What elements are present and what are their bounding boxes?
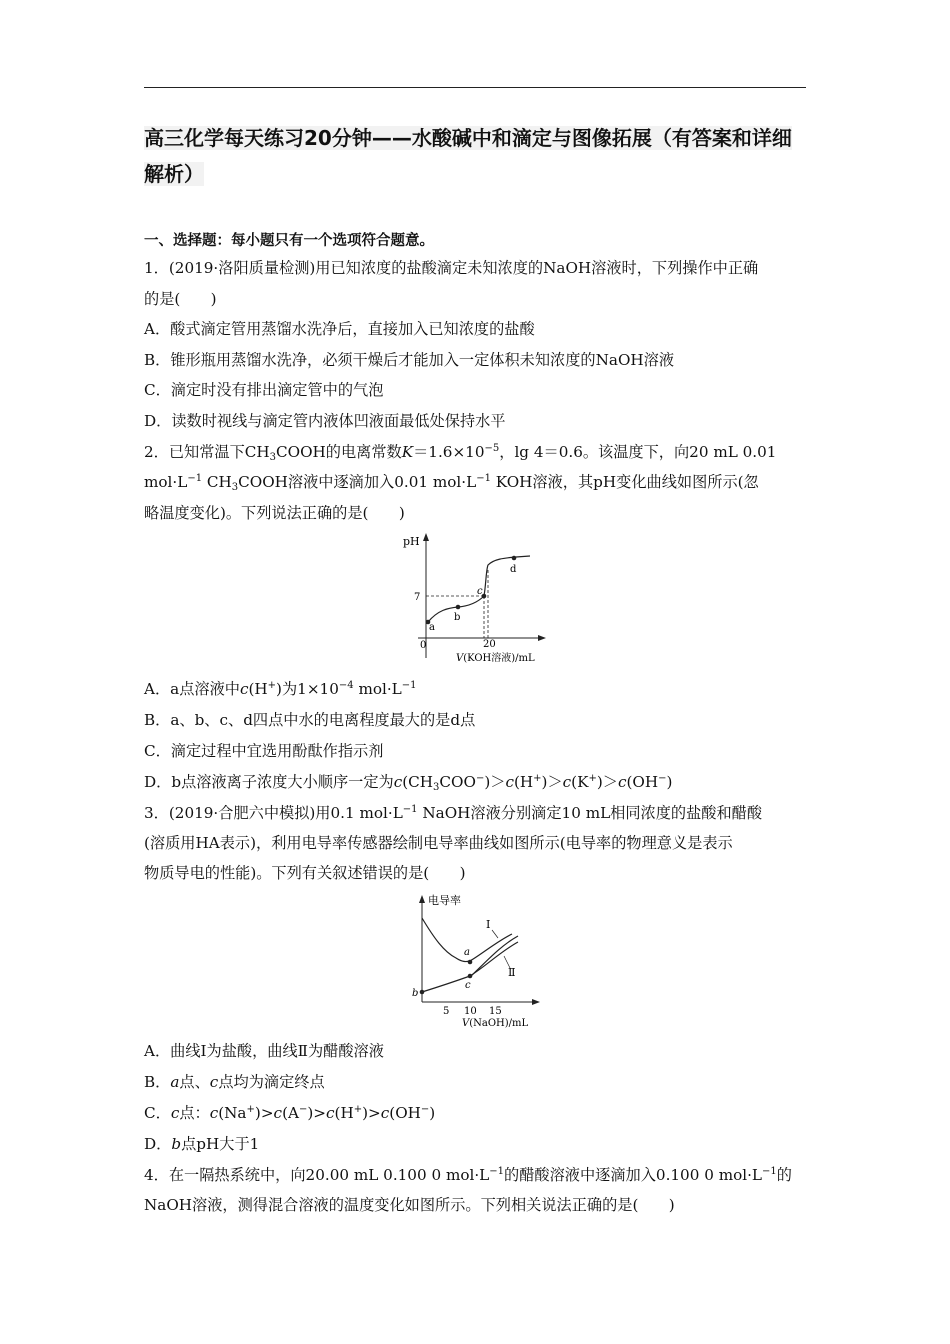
q3-option-c: C．c点：c(Na+)>c(A−)>c(H+)>c(OH−): [144, 1104, 436, 1122]
q3-stem-line2: (溶质用HA表示)，利用电导率传感器绘制电导率曲线如图所示(电导率的物理意义是表示: [144, 834, 733, 852]
ph-label-b: b: [454, 612, 461, 623]
cond-x-tick-10: 10: [464, 1006, 477, 1017]
q1-option-c: C．滴定时没有排出滴定管中的气泡: [144, 381, 384, 399]
q2-option-a: A．a点溶液中c(H+)为$1\times 10^{-4}$ $mol\cdot L^{-1}$: [144, 680, 417, 698]
ph-point-d: [512, 556, 517, 561]
cond-x-arrow: [532, 999, 540, 1005]
cond-x-tick-15: 15: [489, 1006, 502, 1017]
cond-label-a: a: [464, 947, 470, 958]
ph-label-d: d: [510, 564, 517, 575]
q3-option-d: D．b点pH大于1: [144, 1135, 260, 1153]
q3-stem-line3: 物质导电的性能)。下列有关叙述错误的是( ): [144, 864, 466, 882]
q3-option-b: B．a点、c点均为滴定终点: [144, 1073, 325, 1091]
ph-x-tick-20: 20: [483, 639, 496, 650]
q4-stem-line2: NaOH溶液，测得混合溶液的温度变化如图所示。下列相关说法正确的是( ): [144, 1196, 675, 1214]
cond-y-arrow: [419, 895, 425, 903]
q1-option-b: B．锥形瓶用蒸馏水洗净，必须干燥后才能加入一定体积未知浓度的NaOH溶液: [144, 351, 675, 369]
q2-stem-line1: 2．已知常温下$CH_3COOH$的电离常数$K=1.6\times 10^{-5}$，lg 4＝0.6。该温度下，向20 mL 0.01: [144, 443, 777, 463]
q2-option-b: B．a、b、c、d四点中水的电离程度最大的是d点: [144, 711, 476, 729]
page-title: 高三化学每天练习20分钟——水酸碱中和滴定与图像拓展（有答案和详细解析）: [144, 126, 792, 186]
q1-stem-line1: 1．(2019·洛阳质量检测)用已知浓度的盐酸滴定未知浓度的NaOH溶液时，下列操作中正确: [144, 259, 759, 277]
ph-y-tick-7: 7: [414, 592, 421, 603]
cond-label-curve-2: Ⅱ: [508, 966, 516, 979]
q4-stem-line1: 4．在一隔热系统中，向20.00 mL 0.100 0 $mol\cdot L^{-1}$的醋酸溶液中逐滴加入0.100 0 $mol\cdot L^{-1}$的: [144, 1166, 792, 1184]
ph-label-a: a: [429, 622, 435, 633]
conductivity-graph: [406, 890, 556, 1030]
cond-x-tick-5: 5: [443, 1006, 450, 1017]
ph-point-b: [456, 605, 461, 610]
cond-label-c: c: [465, 980, 471, 991]
cond-point-b: [420, 990, 425, 995]
q1-option-d: D．读数时视线与滴定管内液体凹液面最低处保持水平: [144, 412, 506, 430]
ph-y-arrow: [423, 533, 429, 541]
cond-point-c: [468, 974, 473, 979]
cond-leader-1: [492, 930, 498, 938]
cond-point-a: [468, 960, 473, 965]
q2-option-c: C．滴定过程中宜选用酚酞作指示剂: [144, 742, 384, 760]
top-rule: [144, 87, 806, 88]
ph-x-label: V(KOH溶液)/mL: [456, 653, 535, 664]
ph-label-c: c: [477, 586, 483, 597]
q2-stem-line2: $mol\cdot L^{-1}$ $CH_3COOH$溶液中逐滴加入0.01 $mol\cdot L^{-1}$ KOH溶液，其pH变化曲线如图所示(忽: [144, 473, 759, 493]
q3-option-a: A．曲线Ⅰ为盐酸，曲线Ⅱ为醋酸溶液: [144, 1042, 384, 1060]
ph-titration-graph: [398, 530, 558, 670]
cond-label-curve-1: Ⅰ: [486, 918, 491, 931]
ph-origin-label: 0: [420, 640, 427, 651]
q3-stem-line1: 3．(2019·合肥六中模拟)用0.1 $mol\cdot L^{-1}$ NaOH溶液分别滴定10 mL相同浓度的盐酸和醋酸: [144, 804, 763, 822]
q2-option-d: D．b点溶液离子浓度大小顺序一定为$c(CH_3COO^-)>c(H^+)>c(K^+)>c(OH^-)$: [144, 773, 673, 793]
cond-x-label: V(NaOH)/mL: [462, 1018, 529, 1029]
ph-y-label: pH: [403, 535, 420, 548]
cond-y-label: 电导率: [428, 894, 461, 907]
ph-x-arrow: [538, 635, 546, 641]
cond-label-b: b: [412, 988, 419, 999]
q1-stem-line2: 的是( ): [144, 290, 217, 308]
q2-stem-line3: 略温度变化)。下列说法正确的是( ): [144, 504, 405, 522]
q1-option-a: A．酸式滴定管用蒸馏水洗净后，直接加入已知浓度的盐酸: [144, 320, 535, 338]
cond-leader-2: [504, 956, 510, 968]
section-heading: 一、选择题：每小题只有一个选项符合题意。: [144, 233, 434, 249]
